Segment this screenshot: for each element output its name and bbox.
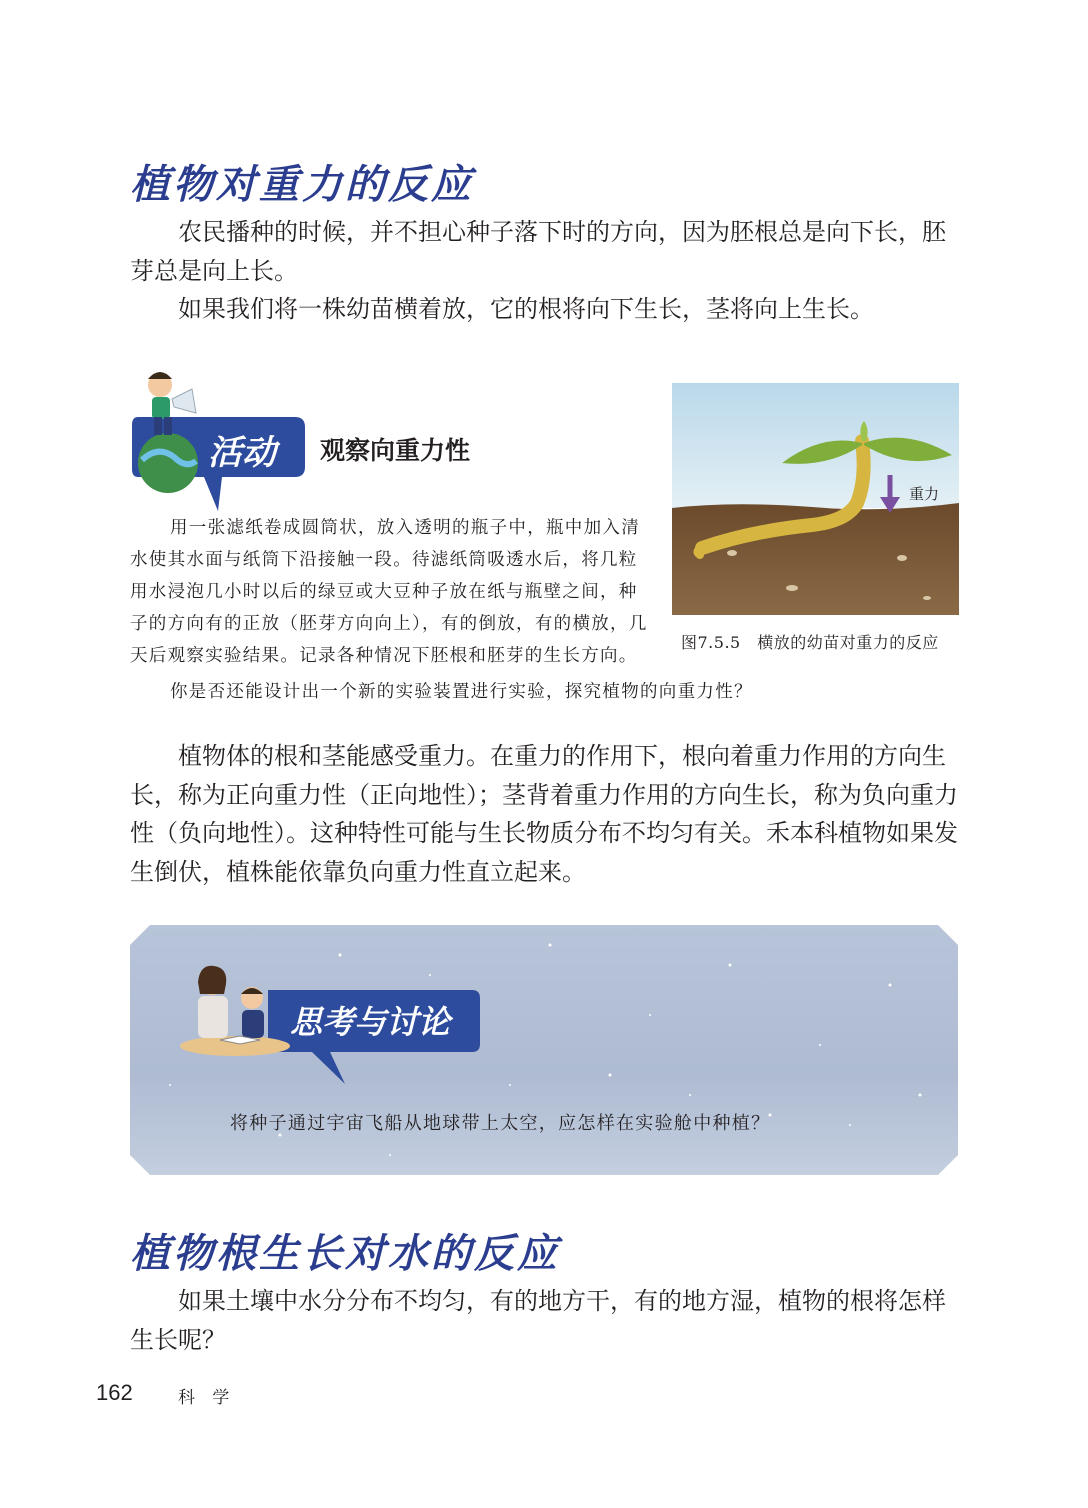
seedling-figure — [672, 383, 959, 615]
discussion-question: 将种子通过宇宙飞船从地球带上太空，应怎样在实验舱中种植？ — [230, 1113, 771, 1134]
gravitropism-paragraph: 植物体的根和茎能感受重力。在重力的作用下，根向着重力作用的方向生长，称为正向重力性（正向地性）；茎背着重力作用的方向生长，称为负向重力性（负向地性）。这种特性可能与生长物质分布不均匀有关。禾本科植物如果发生倒伏，植株能依靠负向重力性直立起来。 — [130, 742, 958, 886]
activity-line-5: 天后观察实验结果。记录各种情况下胚根和胚芽的生长方向。 — [130, 646, 638, 666]
figure-caption: 图7.5.5 横放的幼苗对重力的反应 — [681, 633, 939, 652]
activity-question: 你是否还能设计出一个新的实验装置进行实验，探究植物的向重力性？ — [170, 682, 753, 702]
activity-line-4: 子的方向有的正放（胚芽方向向上），有的倒放，有的横放，几 — [130, 614, 648, 634]
activity-title: 观察向重力性 — [320, 436, 471, 465]
activity-line-3: 用水浸泡几小时以后的绿豆或大豆种子放在纸与瓶壁之间，种 — [130, 582, 638, 602]
water-paragraph: 如果土壤中水分分布不均匀，有的地方干，有的地方湿，植物的根将怎样生长呢？ — [130, 1287, 946, 1354]
gravity-label: 重力 — [909, 485, 940, 503]
page-number: 162 — [96, 1380, 133, 1405]
discussion-badge: 思考与讨论 — [290, 1003, 451, 1041]
discussion-header — [180, 960, 490, 1085]
subject-label: 科 学 — [178, 1388, 236, 1408]
activity-header — [130, 365, 690, 515]
section-title-gravity: 植物对重力的反应 — [130, 162, 474, 208]
intro-paragraph: 农民播种的时候，并不担心种子落下时的方向，因为胚根总是向下长，胚芽总是向上长。 — [130, 218, 946, 285]
activity-body — [130, 512, 660, 672]
activity-line-2: 水使其水面与纸筒下沿接触一段。待滤纸筒吸透水后，将几粒 — [130, 550, 638, 570]
section-title-water: 植物根生长对水的反应 — [130, 1231, 560, 1277]
activity-badge: 活动 — [208, 433, 276, 473]
seedling-paragraph: 如果我们将一株幼苗横着放，它的根将向下生长，茎将向上生长。 — [178, 295, 874, 323]
activity-line-1: 用一张滤纸卷成圆筒状，放入透明的瓶子中，瓶中加入清 — [170, 518, 640, 538]
